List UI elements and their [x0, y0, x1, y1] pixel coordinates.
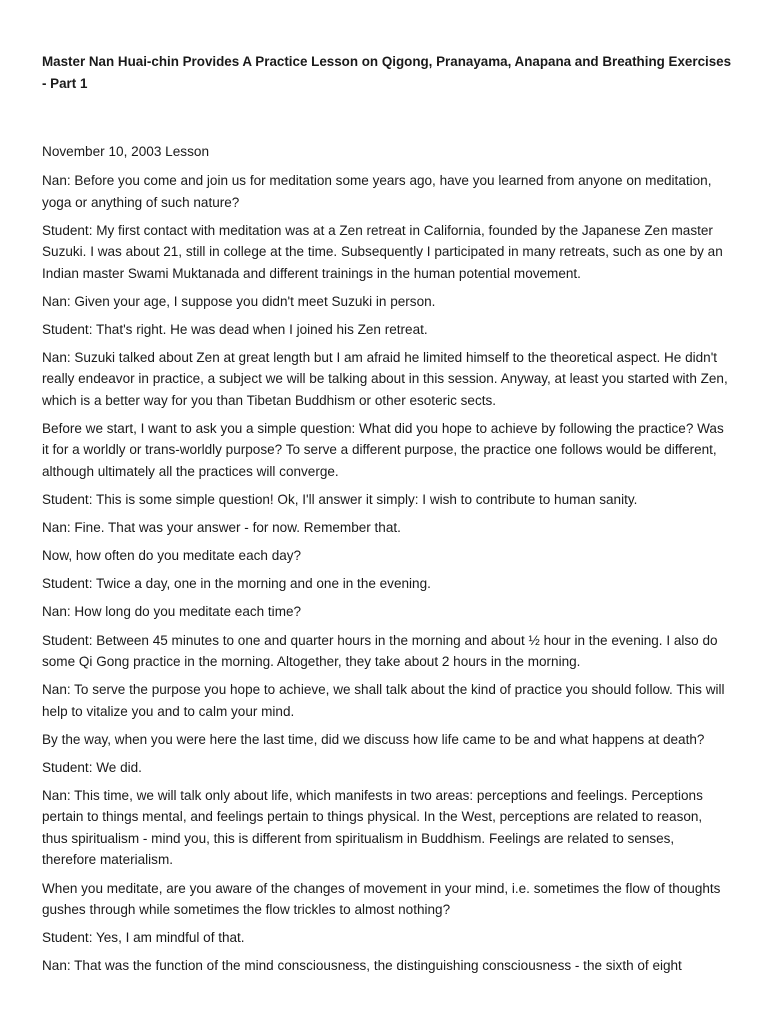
paragraph: Nan: Suzuki talked about Zen at great length but I am afraid he limited himself to the theoretical aspect. He didn't really endeavor in practice, a subject we will be talking about in this session. Anyway, at least you started with Zen, which is a better way for you than Tibetan Buddhism or other esoteric sects.: [42, 349, 728, 408]
paragraph: Student: My first contact with meditation was at a Zen retreat in California, founded by the Japanese Zen master Suzuki. I was about 21, still in college at the time. Subsequently I participated in many retreats, such as one by an Indian master Swami Muktanada and different trainings in the human potential movement.: [42, 222, 723, 281]
paragraph: Nan: Fine. That was your answer - for now. Remember that.: [42, 520, 401, 536]
paragraph: When you meditate, are you aware of the changes of movement in your mind, i.e. sometimes the flow of thoughts gushes through while sometimes the flow trickles to almost nothing?: [42, 880, 721, 917]
document-title: Master Nan Huai-chin Provides A Practice Lesson on Qigong, Pranayama, Anapana and Breathing Exercises - Part 1: [42, 54, 732, 91]
paragraph: Student: This is some simple question! Ok, I'll answer it simply: I wish to contribute to human sanity.: [42, 492, 638, 508]
paragraph: Now, how often do you meditate each day?: [42, 548, 302, 564]
paragraph: Student: Yes, I am mindful of that.: [42, 930, 245, 946]
lesson-date: November 10, 2003 Lesson: [42, 144, 210, 159]
paragraph: Nan: How long do you meditate each time?: [42, 604, 302, 620]
paragraph: Student: That's right. He was dead when I joined his Zen retreat.: [42, 321, 428, 337]
paragraph: Nan: Before you come and join us for meditation some years ago, have you learned from anyone on meditation, yoga or anything of such nature?: [42, 173, 712, 210]
paragraph: Student: Between 45 minutes to one and quarter hours in the morning and about ½ hour in the evening. I also do some Qi Gong practice in the morning. Altogether, they take about 2 hours in the morning.: [42, 632, 718, 670]
paragraph: Nan: That was the function of the mind consciousness, the distinguishing consciousness - the sixth of eight: [42, 958, 682, 974]
paragraph: Before we start, I want to ask you a simple question: What did you hope to achieve by following the practice? Was it for a worldly or trans-worldly purpose? To serve a different purpose, the practice one follows would be different, although ultimately all the practices will converge.: [42, 420, 724, 479]
document-body: [42, 170, 730, 983]
paragraph: Nan: Given your age, I suppose you didn't meet Suzuki in person.: [42, 293, 436, 309]
paragraph: By the way, when you were here the last time, did we discuss how life came to be and what happens at death?: [42, 731, 705, 747]
paragraph: Nan: To serve the purpose you hope to achieve, we shall talk about the kind of practice you should follow. This will help to vitalize you and to calm your mind.: [42, 682, 725, 719]
paragraph: Student: We did.: [42, 759, 142, 775]
paragraph: Student: Twice a day, one in the morning and one in the evening.: [42, 576, 431, 592]
paragraph: Nan: This time, we will talk only about life, which manifests in two areas: perceptions and feelings. Perceptions pertain to things mental, and feelings pertain to things physical. In the West, perceptions are related to reason, thus spiritualism - mind you, this is different from spiritualism in Buddhism. Feelings are related to senses, therefore materialism.: [42, 787, 703, 868]
